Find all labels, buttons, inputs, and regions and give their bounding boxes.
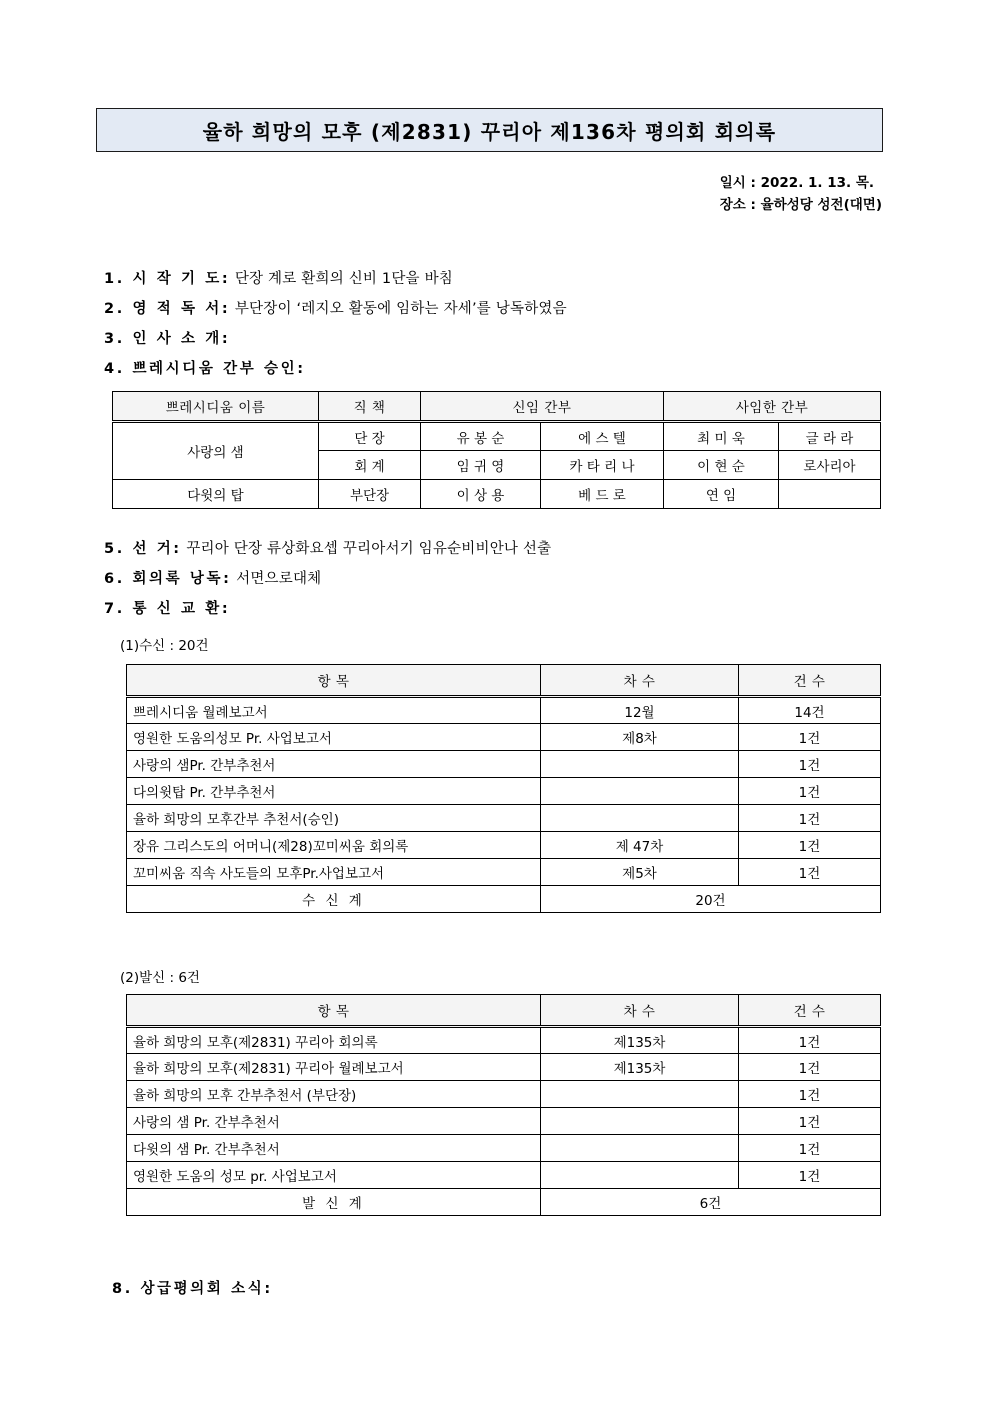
table-row <box>127 697 881 724</box>
sent-cell-order: 제135차 <box>541 1054 739 1081</box>
received-header-item: 항 목 <box>127 665 541 697</box>
received-cell-order <box>541 778 739 805</box>
officers-cell-out-name: 최 미 욱 <box>664 422 779 451</box>
sent-cell-item: 율하 희망의 모후 간부추천서 (부단장) <box>127 1081 541 1108</box>
officers-header-resigned: 사임한 간부 <box>664 392 881 422</box>
page-title: 율하 희망의 모후 (제2831) 꾸리아 제136차 평의회 회의록 <box>202 119 777 144</box>
received-cell-order <box>541 805 739 832</box>
sent-cell-item: 다윗의 샘 Pr. 간부추천서 <box>127 1135 541 1162</box>
officers-header-presidium: 쁘레시디움 이름 <box>113 392 319 422</box>
sent-cell-item: 율하 희망의 모후(제2831) 꾸리아 회의록 <box>127 1027 541 1054</box>
table-row <box>127 805 881 832</box>
received-cell-item: 율하 희망의 모후간부 추천서(승인) <box>127 805 541 832</box>
document-title-banner <box>96 108 883 152</box>
agenda-item-5 <box>104 540 551 558</box>
subitem-received-label: (1)수신 : 20건 <box>120 638 209 654</box>
received-cell-count: 1건 <box>739 724 881 751</box>
sent-total-label: 발 신 계 <box>127 1189 541 1216</box>
received-cell-order: 12월 <box>541 697 739 724</box>
sent-cell-order <box>541 1081 739 1108</box>
received-cell-order <box>541 751 739 778</box>
sent-header-count: 건 수 <box>739 995 881 1027</box>
received-cell-order: 제8차 <box>541 724 739 751</box>
received-total-value: 20건 <box>541 886 881 913</box>
received-cell-item: 장유 그리스도의 어머니(제28)꼬미씨움 회의록 <box>127 832 541 859</box>
agenda-item-5-value: 꾸리아 단장 류상화요셉 꾸리아서기 임유순비비안나 선출 <box>186 541 552 557</box>
sent-cell-count: 1건 <box>739 1162 881 1189</box>
sent-total-value: 6건 <box>541 1189 881 1216</box>
officers-cell-new-name: 임 귀 영 <box>421 451 541 480</box>
sent-cell-item: 영원한 도움의 성모 pr. 사업보고서 <box>127 1162 541 1189</box>
officers-cell-out-saint: 로사리아 <box>779 451 881 480</box>
agenda-item-5-label: 5. 선 거: <box>104 541 182 557</box>
agenda-item-1 <box>104 270 453 288</box>
sent-cell-count: 1건 <box>739 1027 881 1054</box>
sent-correspondence-table <box>126 994 881 1216</box>
sent-header-item: 항 목 <box>127 995 541 1027</box>
officers-cell-new-saint: 에 스 텔 <box>541 422 664 451</box>
received-header-count: 건 수 <box>739 665 881 697</box>
received-cell-item: 다의윗탑 Pr. 간부추천서 <box>127 778 541 805</box>
received-cell-item: 꼬미씨움 직속 사도들의 모후Pr.사업보고서 <box>127 859 541 886</box>
received-cell-order: 제5차 <box>541 859 739 886</box>
table-row <box>127 724 881 751</box>
received-cell-count: 1건 <box>739 751 881 778</box>
received-cell-count: 1건 <box>739 778 881 805</box>
received-total-row <box>127 886 881 913</box>
officers-header-new: 신임 간부 <box>421 392 664 422</box>
table-row <box>127 1081 881 1108</box>
table-row <box>127 859 881 886</box>
sent-cell-order <box>541 1135 739 1162</box>
officers-approval-table <box>112 391 881 509</box>
agenda-item-4-label: 4. 쁘레시디움 간부 승인: <box>104 361 306 377</box>
received-cell-order: 제 47차 <box>541 832 739 859</box>
received-cell-count: 1건 <box>739 859 881 886</box>
received-cell-count: 1건 <box>739 805 881 832</box>
agenda-item-1-value: 단장 계로 환희의 신비 1단을 바침 <box>234 271 453 287</box>
agenda-item-8-label: 8. 상급평의회 소식: <box>112 1281 273 1297</box>
agenda-item-7 <box>104 600 230 618</box>
officers-cell-new-name: 유 봉 순 <box>421 422 541 451</box>
table-row <box>127 778 881 805</box>
table-row <box>127 1108 881 1135</box>
sent-cell-item: 율하 희망의 모후(제2831) 꾸리아 월례보고서 <box>127 1054 541 1081</box>
sent-total-row <box>127 1189 881 1216</box>
sent-cell-order: 제135차 <box>541 1027 739 1054</box>
sent-cell-order <box>541 1108 739 1135</box>
officers-cell-role: 단 장 <box>319 422 421 451</box>
received-header-row <box>127 665 881 697</box>
table-row <box>127 751 881 778</box>
table-row <box>113 480 881 509</box>
received-cell-item: 쁘레시디움 월례보고서 <box>127 697 541 724</box>
agenda-item-6-value: 서면으로대체 <box>236 571 322 587</box>
table-row <box>127 1162 881 1189</box>
sent-cell-count: 1건 <box>739 1135 881 1162</box>
officers-cell-role: 회 계 <box>319 451 421 480</box>
officers-cell-presidium: 다윗의 탑 <box>113 480 319 509</box>
meeting-meta <box>720 172 882 216</box>
sent-cell-order <box>541 1162 739 1189</box>
officers-cell-out-saint: 글 라 라 <box>779 422 881 451</box>
received-total-label: 수 신 계 <box>127 886 541 913</box>
officers-cell-out-name: 연 임 <box>664 480 779 509</box>
table-row <box>127 1054 881 1081</box>
sent-cell-count: 1건 <box>739 1054 881 1081</box>
officers-cell-out-name: 이 현 순 <box>664 451 779 480</box>
agenda-item-4 <box>104 360 306 378</box>
officers-cell-new-name: 이 상 용 <box>421 480 541 509</box>
agenda-item-7-label: 7. 통 신 교 환: <box>104 601 231 617</box>
officers-cell-new-saint: 베 드 로 <box>541 480 664 509</box>
sent-header-order: 차 수 <box>541 995 739 1027</box>
officers-header-role: 직 책 <box>319 392 421 422</box>
received-correspondence-table <box>126 664 881 913</box>
officers-cell-new-saint: 카 타 리 나 <box>541 451 664 480</box>
officers-cell-presidium: 사랑의 샘 <box>113 422 319 480</box>
received-header-order: 차 수 <box>541 665 739 697</box>
agenda-item-3 <box>104 330 230 348</box>
table-row <box>127 1135 881 1162</box>
received-cell-item: 영원한 도움의성모 Pr. 사업보고서 <box>127 724 541 751</box>
officers-header-row <box>113 392 881 422</box>
meeting-date: 일시 : 2022. 1. 13. 목. <box>719 175 875 191</box>
agenda-item-1-label: 1. 시 작 기 도: <box>104 271 231 287</box>
received-cell-count: 1건 <box>739 832 881 859</box>
meeting-place: 장소 : 율하성당 성전(대면) <box>719 197 882 213</box>
table-row <box>127 1027 881 1054</box>
sent-cell-count: 1건 <box>739 1108 881 1135</box>
agenda-item-8 <box>112 1280 273 1298</box>
agenda-item-2-label: 2. 영 적 독 서: <box>104 301 231 317</box>
table-row <box>127 832 881 859</box>
agenda-item-2-value: 부단장이 ‘레지오 활동에 임하는 자세’를 낭독하였음 <box>234 301 567 317</box>
sent-cell-item: 사랑의 샘 Pr. 간부추천서 <box>127 1108 541 1135</box>
agenda-item-2 <box>104 300 567 318</box>
agenda-item-3-label: 3. 인 사 소 개: <box>104 331 231 347</box>
sent-cell-count: 1건 <box>739 1081 881 1108</box>
agenda-item-6 <box>104 570 321 588</box>
officers-cell-out-saint <box>779 480 881 509</box>
officers-cell-role: 부단장 <box>319 480 421 509</box>
sent-header-row <box>127 995 881 1027</box>
received-cell-item: 사랑의 샘Pr. 간부추천서 <box>127 751 541 778</box>
subitem-sent-label: (2)발신 : 6건 <box>120 970 200 986</box>
received-cell-count: 14건 <box>739 697 881 724</box>
agenda-item-6-label: 6. 회의록 낭독: <box>104 571 232 587</box>
table-row <box>113 422 881 451</box>
